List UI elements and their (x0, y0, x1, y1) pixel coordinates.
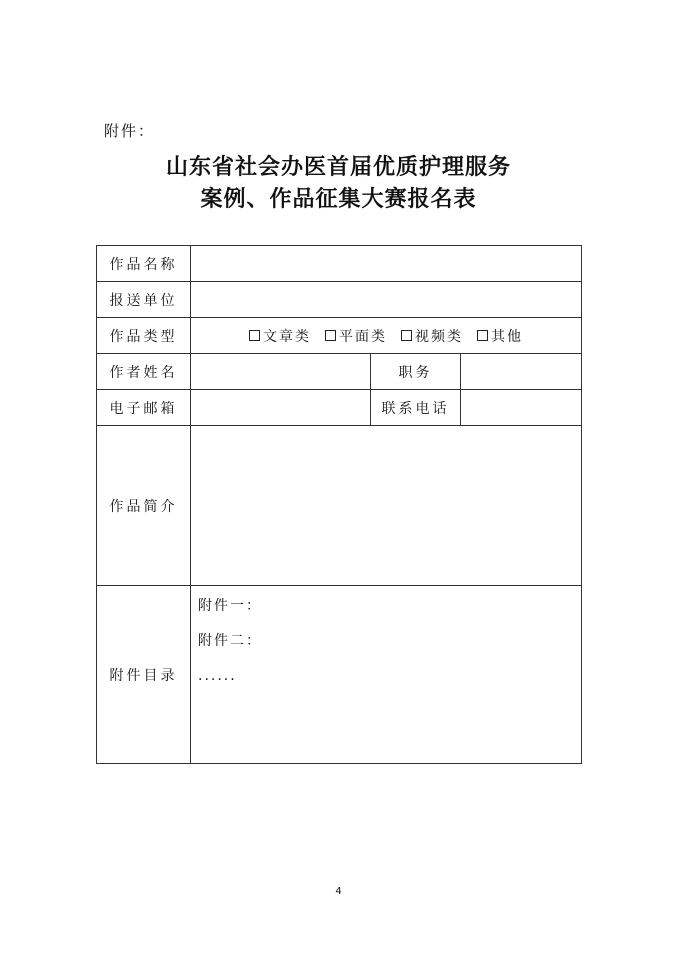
row-attachments (97, 586, 582, 764)
type-option-other[interactable]: 其他 (477, 326, 523, 346)
attach-dir-label: 附件目录 (97, 586, 191, 764)
work-name-field[interactable] (191, 246, 582, 282)
email-field[interactable] (191, 390, 371, 426)
intro-label: 作品简介 (97, 426, 191, 586)
attach-list (191, 586, 581, 701)
registration-form-table (96, 245, 582, 764)
position-label: 职务 (371, 354, 461, 390)
form-title-line-2: 案例、作品征集大赛报名表 (200, 187, 477, 212)
type-options-cell (191, 318, 582, 354)
type-options (191, 326, 581, 346)
type-option-article[interactable]: 文章类 (249, 326, 311, 346)
unit-label: 报送单位 (97, 282, 191, 318)
row-type (97, 318, 582, 354)
phone-label: 联系电话 (371, 390, 461, 426)
attach-item-1: 附件一： (198, 598, 262, 614)
attach-item-more: ...... (198, 668, 237, 684)
position-field[interactable] (461, 354, 582, 390)
checkbox-icon (325, 330, 336, 341)
checkbox-icon (249, 330, 260, 341)
page-number: 4 (335, 886, 342, 897)
type-label: 作品类型 (97, 318, 191, 354)
row-contact (97, 390, 582, 426)
phone-field[interactable] (461, 390, 582, 426)
author-field[interactable] (191, 354, 371, 390)
attach-dir-field[interactable] (191, 586, 582, 764)
type-option-video[interactable]: 视频类 (401, 326, 463, 346)
attachment-label: 附件： (104, 122, 156, 140)
row-unit (97, 282, 582, 318)
attach-item-2: 附件二： (198, 633, 262, 649)
work-name-label: 作品名称 (97, 246, 191, 282)
intro-field[interactable] (191, 426, 582, 586)
row-intro (97, 426, 582, 586)
email-label: 电子邮箱 (97, 390, 191, 426)
row-author (97, 354, 582, 390)
unit-field[interactable] (191, 282, 582, 318)
checkbox-icon (477, 330, 488, 341)
author-label: 作者姓名 (97, 354, 191, 390)
checkbox-icon (401, 330, 412, 341)
type-option-graphic[interactable]: 平面类 (325, 326, 387, 346)
row-work-name (97, 246, 582, 282)
form-title-line-1: 山东省社会办医首届优质护理服务 (165, 155, 511, 180)
